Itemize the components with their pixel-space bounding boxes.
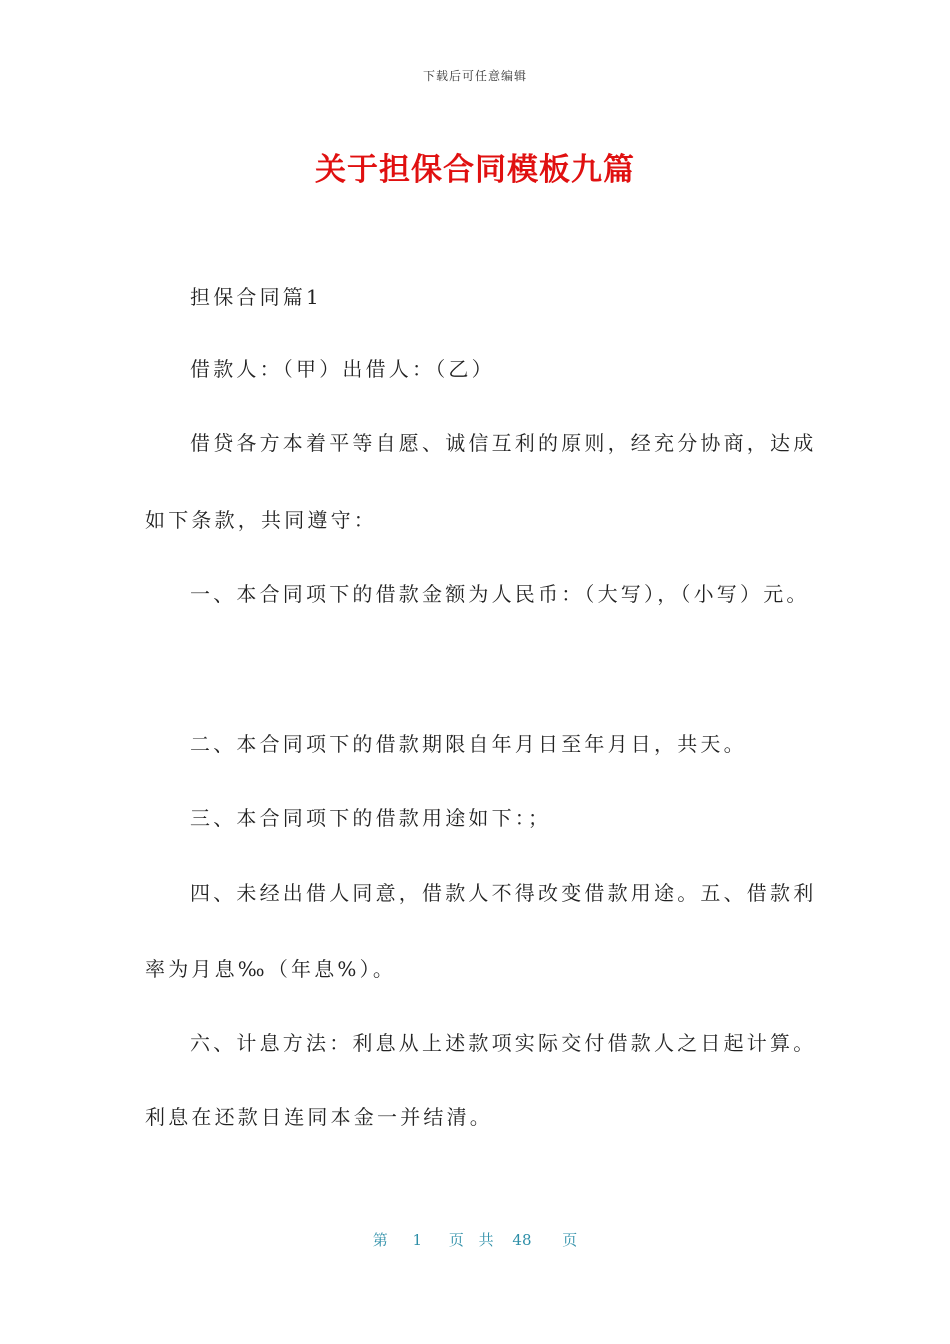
footer-total-pages: 48 [512, 1231, 532, 1249]
footer-prefix: 第 [372, 1231, 388, 1249]
paragraph-line: 四、未经出借人同意，借款人不得改变借款用途。五、借款利 [190, 881, 817, 905]
section-heading: 担保合同篇1 [190, 285, 322, 309]
paragraph-line: 二、本合同项下的借款期限自年月日至年月日，共天。 [190, 732, 747, 756]
paragraph-line: 六、计息方法：利息从上述款项实际交付借款人之日起计算。 [190, 1031, 817, 1055]
footer-middle-b: 共 [478, 1231, 494, 1249]
header-note: 下载后可任意编辑 [422, 69, 527, 83]
footer-middle-a: 页 [448, 1231, 464, 1249]
paragraph-line: 如下条款，共同遵守： [145, 508, 377, 532]
document-title: 关于担保合同模板九篇 [315, 152, 635, 188]
paragraph-line: 一、本合同项下的借款金额为人民币：（大写），（小写）元。 [190, 582, 810, 606]
footer-page-number: 1 [412, 1231, 423, 1249]
paragraph-line: 利息在还款日连同本金一并结清。 [145, 1105, 493, 1129]
page-footer [0, 1229, 950, 1250]
paragraph-line: 借款人：（甲）出借人：（乙） [190, 357, 495, 381]
footer-suffix: 页 [562, 1231, 578, 1249]
paragraph-line: 借贷各方本着平等自愿、诚信互利的原则，经充分协商，达成 [190, 431, 817, 455]
paragraph-line: 率为月息‰（年息%）。 [145, 957, 397, 981]
paragraph-line: 三、本合同项下的借款用途如下：； [190, 806, 552, 830]
